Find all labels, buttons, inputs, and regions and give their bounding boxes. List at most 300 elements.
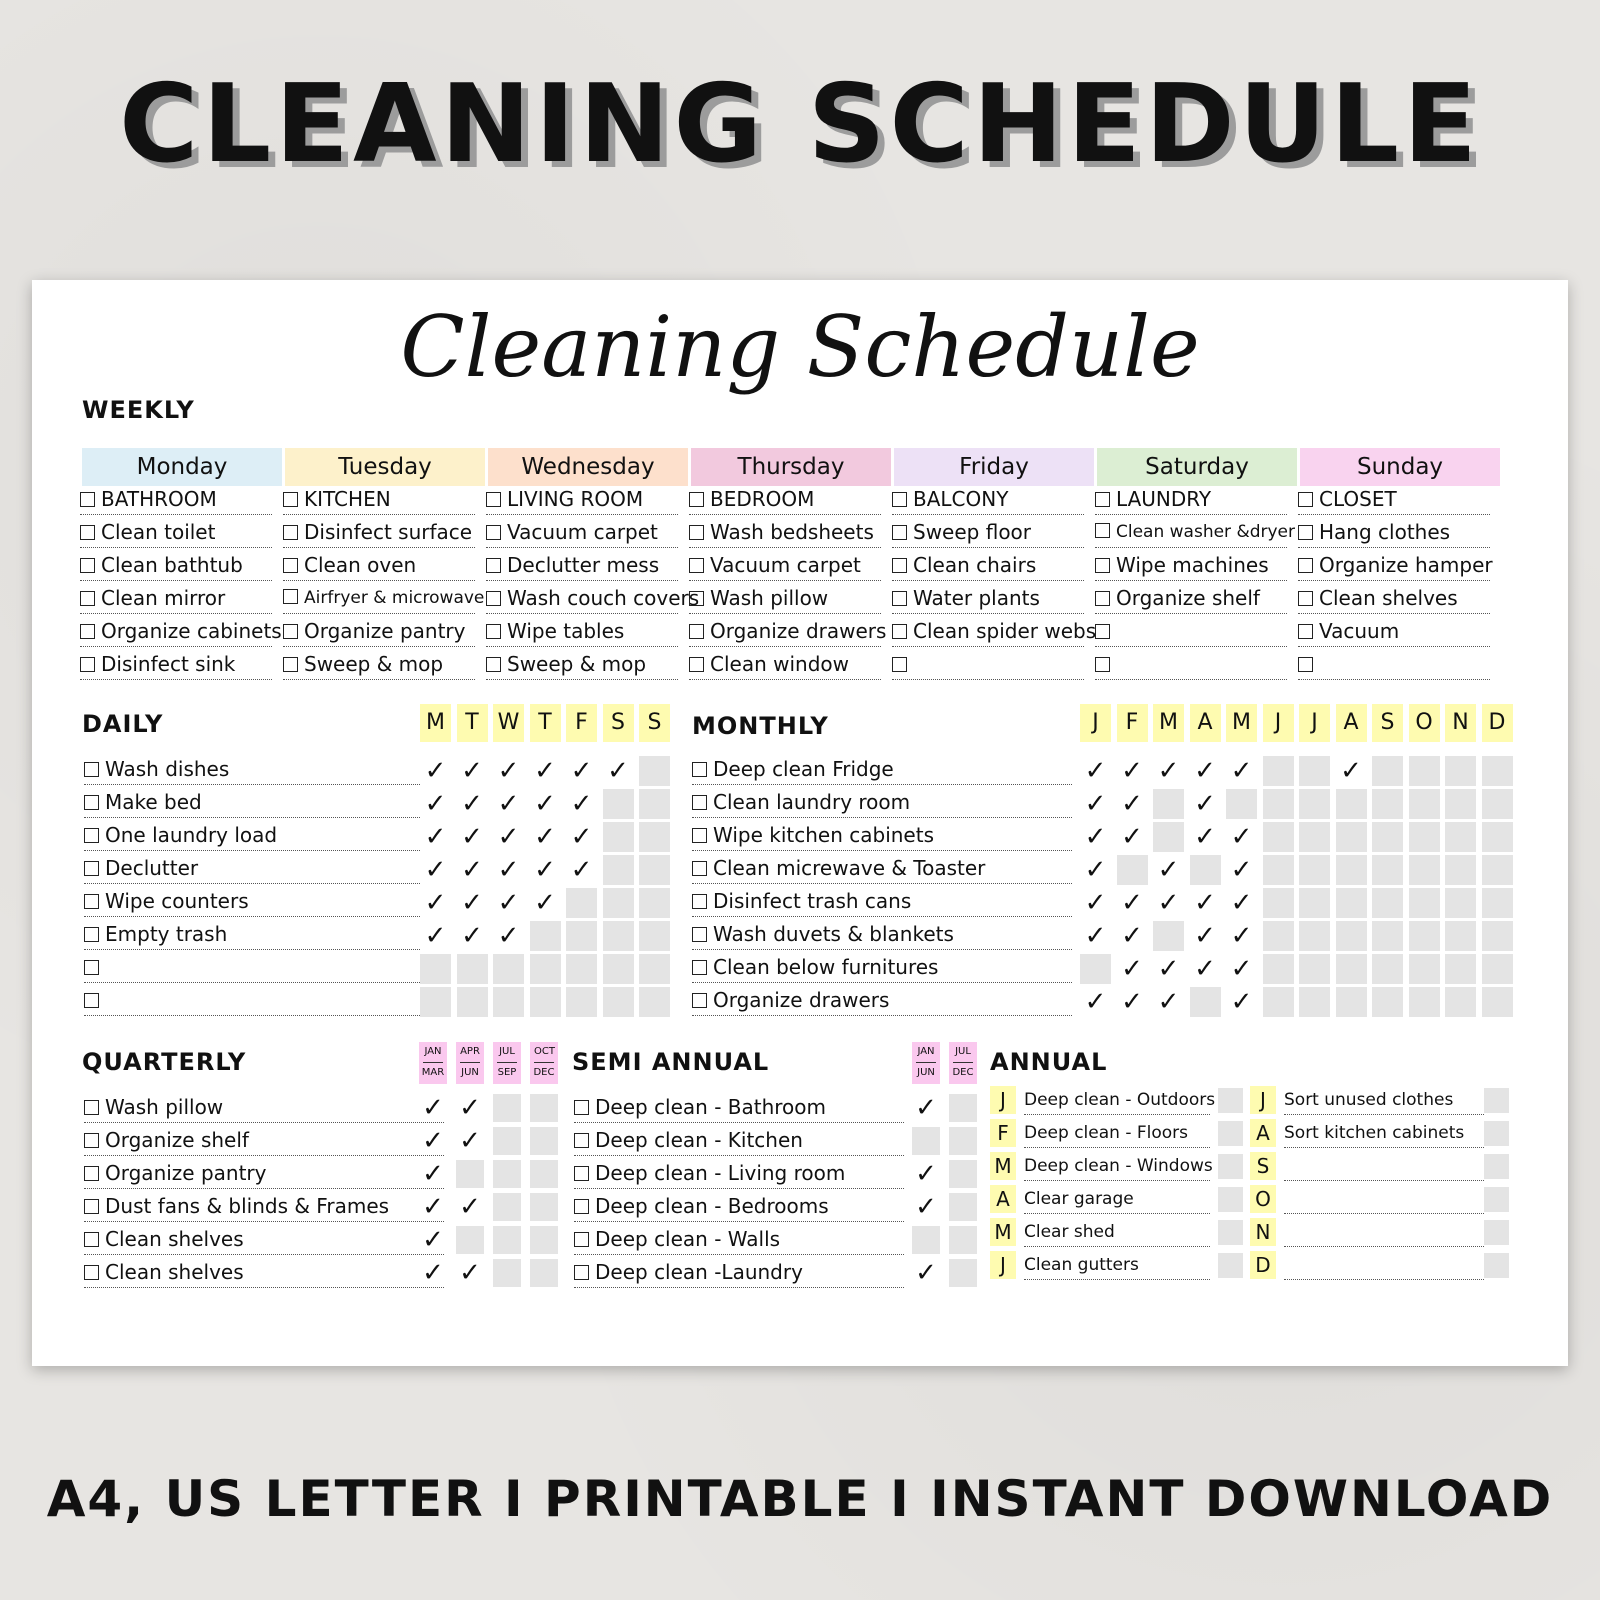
checkbox-icon[interactable] xyxy=(84,828,99,843)
check-icon[interactable]: ✓ xyxy=(1226,756,1257,786)
check-icon[interactable]: ✓ xyxy=(1080,987,1111,1017)
checkbox-icon[interactable] xyxy=(283,657,298,672)
check-icon[interactable]: ✓ xyxy=(1153,756,1184,786)
empty-check-cell[interactable] xyxy=(1482,756,1513,786)
empty-check-cell[interactable] xyxy=(1445,789,1476,819)
check-icon[interactable]: ✓ xyxy=(419,1226,447,1254)
task-row[interactable] xyxy=(574,1257,904,1288)
checkbox-icon[interactable] xyxy=(574,1166,589,1181)
empty-check-cell[interactable] xyxy=(1299,987,1330,1017)
check-icon[interactable]: ✓ xyxy=(493,921,524,951)
check-icon[interactable]: ✓ xyxy=(1226,855,1257,885)
empty-check-cell[interactable] xyxy=(456,1226,484,1254)
empty-check-cell[interactable] xyxy=(1372,921,1403,951)
check-icon[interactable]: ✓ xyxy=(530,822,561,852)
check-icon[interactable]: ✓ xyxy=(1336,756,1367,786)
annual-task[interactable] xyxy=(1024,1185,1210,1214)
check-icon[interactable]: ✓ xyxy=(1226,888,1257,918)
empty-check-cell[interactable] xyxy=(639,855,670,885)
empty-check-cell[interactable] xyxy=(1218,1088,1243,1113)
weekly-task[interactable] xyxy=(892,517,1084,548)
empty-check-cell[interactable] xyxy=(530,1193,558,1221)
checkbox-icon[interactable] xyxy=(892,492,907,507)
empty-check-cell[interactable] xyxy=(1336,822,1367,852)
check-icon[interactable]: ✓ xyxy=(1226,987,1257,1017)
empty-check-cell[interactable] xyxy=(530,1226,558,1254)
checkbox-icon[interactable] xyxy=(283,558,298,573)
empty-check-cell[interactable] xyxy=(530,1127,558,1155)
empty-check-cell[interactable] xyxy=(493,1259,521,1287)
weekly-task[interactable] xyxy=(80,649,272,680)
empty-check-cell[interactable] xyxy=(1482,954,1513,984)
weekly-task[interactable] xyxy=(283,649,475,680)
task-row[interactable] xyxy=(84,754,444,785)
checkbox-icon[interactable] xyxy=(84,1100,99,1115)
empty-check-cell[interactable] xyxy=(639,888,670,918)
task-row[interactable] xyxy=(692,820,1072,851)
empty-check-cell[interactable] xyxy=(1299,921,1330,951)
weekly-task[interactable] xyxy=(1298,484,1490,515)
empty-check-cell[interactable] xyxy=(603,822,634,852)
checkbox-icon[interactable] xyxy=(84,993,99,1008)
empty-check-cell[interactable] xyxy=(1409,888,1440,918)
empty-check-cell[interactable] xyxy=(639,756,670,786)
empty-check-cell[interactable] xyxy=(1218,1187,1243,1212)
annual-task[interactable] xyxy=(1024,1086,1216,1115)
check-icon[interactable]: ✓ xyxy=(1080,855,1111,885)
checkbox-icon[interactable] xyxy=(80,591,95,606)
empty-check-cell[interactable] xyxy=(530,954,561,984)
task-row[interactable] xyxy=(574,1158,904,1189)
check-icon[interactable]: ✓ xyxy=(912,1259,940,1287)
checkbox-icon[interactable] xyxy=(84,960,99,975)
check-icon[interactable]: ✓ xyxy=(1080,789,1111,819)
check-icon[interactable]: ✓ xyxy=(456,1127,484,1155)
empty-check-cell[interactable] xyxy=(603,921,634,951)
empty-check-cell[interactable] xyxy=(1336,888,1367,918)
checkbox-icon[interactable] xyxy=(574,1265,589,1280)
check-icon[interactable]: ✓ xyxy=(1190,789,1221,819)
task-row[interactable] xyxy=(692,985,1072,1016)
check-icon[interactable]: ✓ xyxy=(457,855,488,885)
checkbox-icon[interactable] xyxy=(1298,558,1313,573)
weekly-task[interactable] xyxy=(486,583,700,614)
empty-check-cell[interactable] xyxy=(1372,756,1403,786)
empty-check-cell[interactable] xyxy=(1409,855,1440,885)
task-row[interactable] xyxy=(692,952,1072,983)
task-row[interactable] xyxy=(84,919,444,950)
empty-check-cell[interactable] xyxy=(1372,954,1403,984)
check-icon[interactable]: ✓ xyxy=(493,789,524,819)
empty-check-cell[interactable] xyxy=(530,987,561,1017)
task-row[interactable] xyxy=(574,1125,904,1156)
check-icon[interactable]: ✓ xyxy=(419,1259,447,1287)
checkbox-icon[interactable] xyxy=(84,927,99,942)
weekly-task[interactable] xyxy=(1095,517,1295,548)
checkbox-icon[interactable] xyxy=(892,624,907,639)
weekly-task[interactable] xyxy=(892,550,1084,581)
empty-check-cell[interactable] xyxy=(1153,789,1184,819)
empty-check-cell[interactable] xyxy=(1482,789,1513,819)
weekly-task[interactable] xyxy=(689,649,881,680)
checkbox-icon[interactable] xyxy=(80,657,95,672)
checkbox-icon[interactable] xyxy=(486,591,501,606)
checkbox-icon[interactable] xyxy=(892,558,907,573)
check-icon[interactable]: ✓ xyxy=(912,1160,940,1188)
task-row[interactable] xyxy=(574,1224,904,1255)
checkbox-icon[interactable] xyxy=(689,558,704,573)
empty-check-cell[interactable] xyxy=(603,789,634,819)
empty-check-cell[interactable] xyxy=(566,954,597,984)
empty-check-cell[interactable] xyxy=(530,921,561,951)
empty-check-cell[interactable] xyxy=(949,1259,977,1287)
weekly-task[interactable] xyxy=(80,484,272,515)
empty-check-cell[interactable] xyxy=(1299,954,1330,984)
checkbox-icon[interactable] xyxy=(1095,492,1110,507)
empty-check-cell[interactable] xyxy=(420,987,451,1017)
task-row[interactable] xyxy=(84,886,444,917)
empty-check-cell[interactable] xyxy=(949,1226,977,1254)
annual-task[interactable] xyxy=(1284,1119,1484,1148)
weekly-task[interactable] xyxy=(283,616,475,647)
checkbox-icon[interactable] xyxy=(692,960,707,975)
annual-task[interactable] xyxy=(1284,1251,1484,1280)
empty-check-cell[interactable] xyxy=(530,1160,558,1188)
checkbox-icon[interactable] xyxy=(892,657,907,672)
check-icon[interactable]: ✓ xyxy=(457,822,488,852)
check-icon[interactable]: ✓ xyxy=(566,756,597,786)
weekly-task[interactable] xyxy=(892,583,1084,614)
checkbox-icon[interactable] xyxy=(692,828,707,843)
empty-check-cell[interactable] xyxy=(639,921,670,951)
check-icon[interactable]: ✓ xyxy=(493,756,524,786)
empty-check-cell[interactable] xyxy=(1263,756,1294,786)
weekly-task[interactable] xyxy=(1095,550,1287,581)
empty-check-cell[interactable] xyxy=(493,1193,521,1221)
empty-check-cell[interactable] xyxy=(1218,1220,1243,1245)
empty-check-cell[interactable] xyxy=(1409,756,1440,786)
empty-check-cell[interactable] xyxy=(1080,954,1111,984)
checkbox-icon[interactable] xyxy=(486,657,501,672)
check-icon[interactable]: ✓ xyxy=(1117,987,1148,1017)
weekly-task[interactable] xyxy=(486,649,678,680)
weekly-task[interactable] xyxy=(80,616,282,647)
empty-check-cell[interactable] xyxy=(1117,855,1148,885)
check-icon[interactable]: ✓ xyxy=(603,756,634,786)
check-icon[interactable]: ✓ xyxy=(1080,921,1111,951)
annual-task[interactable] xyxy=(1024,1152,1213,1181)
weekly-task[interactable] xyxy=(486,517,678,548)
empty-check-cell[interactable] xyxy=(639,987,670,1017)
task-row[interactable] xyxy=(692,754,1072,785)
empty-check-cell[interactable] xyxy=(912,1226,940,1254)
empty-check-cell[interactable] xyxy=(1372,789,1403,819)
checkbox-icon[interactable] xyxy=(1095,624,1110,639)
task-row[interactable] xyxy=(692,886,1072,917)
task-row[interactable] xyxy=(84,1092,444,1123)
empty-check-cell[interactable] xyxy=(1218,1253,1243,1278)
task-row[interactable] xyxy=(84,1158,444,1189)
checkbox-icon[interactable] xyxy=(1095,523,1110,538)
check-icon[interactable]: ✓ xyxy=(419,1160,447,1188)
check-icon[interactable]: ✓ xyxy=(1117,954,1148,984)
checkbox-icon[interactable] xyxy=(1298,591,1313,606)
empty-check-cell[interactable] xyxy=(603,888,634,918)
check-icon[interactable]: ✓ xyxy=(420,822,451,852)
checkbox-icon[interactable] xyxy=(80,525,95,540)
check-icon[interactable]: ✓ xyxy=(1226,921,1257,951)
empty-check-cell[interactable] xyxy=(603,987,634,1017)
empty-check-cell[interactable] xyxy=(1409,921,1440,951)
checkbox-icon[interactable] xyxy=(692,993,707,1008)
empty-check-cell[interactable] xyxy=(1299,888,1330,918)
task-row[interactable] xyxy=(84,985,444,1016)
annual-task[interactable] xyxy=(1284,1218,1484,1247)
empty-check-cell[interactable] xyxy=(1409,822,1440,852)
checkbox-icon[interactable] xyxy=(80,558,95,573)
empty-check-cell[interactable] xyxy=(1336,921,1367,951)
check-icon[interactable]: ✓ xyxy=(1190,888,1221,918)
check-icon[interactable]: ✓ xyxy=(419,1193,447,1221)
task-row[interactable] xyxy=(84,820,444,851)
empty-check-cell[interactable] xyxy=(1336,789,1367,819)
checkbox-icon[interactable] xyxy=(689,624,704,639)
check-icon[interactable]: ✓ xyxy=(912,1193,940,1221)
checkbox-icon[interactable] xyxy=(84,795,99,810)
annual-task[interactable] xyxy=(1284,1086,1484,1115)
checkbox-icon[interactable] xyxy=(892,591,907,606)
empty-check-cell[interactable] xyxy=(1190,987,1221,1017)
empty-check-cell[interactable] xyxy=(530,1259,558,1287)
check-icon[interactable]: ✓ xyxy=(420,888,451,918)
check-icon[interactable]: ✓ xyxy=(912,1094,940,1122)
check-icon[interactable]: ✓ xyxy=(1190,954,1221,984)
empty-check-cell[interactable] xyxy=(1263,987,1294,1017)
checkbox-icon[interactable] xyxy=(84,1166,99,1181)
checkbox-icon[interactable] xyxy=(84,1199,99,1214)
empty-check-cell[interactable] xyxy=(1153,921,1184,951)
weekly-task[interactable] xyxy=(283,517,475,548)
weekly-task[interactable] xyxy=(892,649,1084,680)
task-row[interactable] xyxy=(84,952,444,983)
weekly-task[interactable] xyxy=(689,484,881,515)
empty-check-cell[interactable] xyxy=(1299,855,1330,885)
empty-check-cell[interactable] xyxy=(1484,1121,1509,1146)
empty-check-cell[interactable] xyxy=(949,1094,977,1122)
check-icon[interactable]: ✓ xyxy=(419,1094,447,1122)
weekly-task[interactable] xyxy=(689,616,887,647)
empty-check-cell[interactable] xyxy=(566,888,597,918)
annual-task[interactable] xyxy=(1024,1119,1210,1148)
empty-check-cell[interactable] xyxy=(603,855,634,885)
check-icon[interactable]: ✓ xyxy=(493,855,524,885)
checkbox-icon[interactable] xyxy=(692,861,707,876)
check-icon[interactable]: ✓ xyxy=(420,855,451,885)
empty-check-cell[interactable] xyxy=(1482,888,1513,918)
weekly-task[interactable] xyxy=(1095,616,1287,647)
empty-check-cell[interactable] xyxy=(639,789,670,819)
checkbox-icon[interactable] xyxy=(486,525,501,540)
empty-check-cell[interactable] xyxy=(457,987,488,1017)
task-row[interactable] xyxy=(692,919,1072,950)
task-row[interactable] xyxy=(692,853,1072,884)
empty-check-cell[interactable] xyxy=(1336,855,1367,885)
empty-check-cell[interactable] xyxy=(1299,756,1330,786)
task-row[interactable] xyxy=(574,1191,904,1222)
checkbox-icon[interactable] xyxy=(80,624,95,639)
empty-check-cell[interactable] xyxy=(1372,822,1403,852)
empty-check-cell[interactable] xyxy=(1409,954,1440,984)
weekly-task[interactable] xyxy=(1298,649,1490,680)
weekly-task[interactable] xyxy=(486,550,678,581)
weekly-task[interactable] xyxy=(1298,517,1490,548)
checkbox-icon[interactable] xyxy=(84,1232,99,1247)
checkbox-icon[interactable] xyxy=(84,1265,99,1280)
check-icon[interactable]: ✓ xyxy=(1117,822,1148,852)
empty-check-cell[interactable] xyxy=(1482,855,1513,885)
checkbox-icon[interactable] xyxy=(689,525,704,540)
empty-check-cell[interactable] xyxy=(457,954,488,984)
check-icon[interactable]: ✓ xyxy=(1153,888,1184,918)
empty-check-cell[interactable] xyxy=(566,921,597,951)
checkbox-icon[interactable] xyxy=(692,927,707,942)
weekly-task[interactable] xyxy=(1298,550,1493,581)
annual-task[interactable] xyxy=(1024,1251,1210,1280)
empty-check-cell[interactable] xyxy=(1409,789,1440,819)
empty-check-cell[interactable] xyxy=(493,1226,521,1254)
empty-check-cell[interactable] xyxy=(1190,855,1221,885)
empty-check-cell[interactable] xyxy=(1482,987,1513,1017)
check-icon[interactable]: ✓ xyxy=(1080,822,1111,852)
empty-check-cell[interactable] xyxy=(1482,822,1513,852)
task-row[interactable] xyxy=(692,787,1072,818)
empty-check-cell[interactable] xyxy=(493,1094,521,1122)
empty-check-cell[interactable] xyxy=(1484,1154,1509,1179)
check-icon[interactable]: ✓ xyxy=(1153,954,1184,984)
empty-check-cell[interactable] xyxy=(1484,1088,1509,1113)
weekly-task[interactable] xyxy=(283,550,475,581)
check-icon[interactable]: ✓ xyxy=(566,855,597,885)
empty-check-cell[interactable] xyxy=(1484,1187,1509,1212)
checkbox-icon[interactable] xyxy=(283,525,298,540)
empty-check-cell[interactable] xyxy=(639,954,670,984)
empty-check-cell[interactable] xyxy=(1445,987,1476,1017)
checkbox-icon[interactable] xyxy=(283,624,298,639)
checkbox-icon[interactable] xyxy=(84,894,99,909)
weekly-task[interactable] xyxy=(689,583,881,614)
checkbox-icon[interactable] xyxy=(486,558,501,573)
empty-check-cell[interactable] xyxy=(1218,1154,1243,1179)
checkbox-icon[interactable] xyxy=(689,657,704,672)
checkbox-icon[interactable] xyxy=(574,1100,589,1115)
check-icon[interactable]: ✓ xyxy=(566,789,597,819)
empty-check-cell[interactable] xyxy=(949,1193,977,1221)
empty-check-cell[interactable] xyxy=(1409,987,1440,1017)
check-icon[interactable]: ✓ xyxy=(420,756,451,786)
task-row[interactable] xyxy=(84,1125,444,1156)
check-icon[interactable]: ✓ xyxy=(530,756,561,786)
weekly-task[interactable] xyxy=(1298,583,1490,614)
check-icon[interactable]: ✓ xyxy=(1190,921,1221,951)
empty-check-cell[interactable] xyxy=(912,1127,940,1155)
empty-check-cell[interactable] xyxy=(1484,1220,1509,1245)
task-row[interactable] xyxy=(84,1257,444,1288)
empty-check-cell[interactable] xyxy=(1336,954,1367,984)
check-icon[interactable]: ✓ xyxy=(530,888,561,918)
check-icon[interactable]: ✓ xyxy=(1117,756,1148,786)
checkbox-icon[interactable] xyxy=(80,492,95,507)
checkbox-icon[interactable] xyxy=(283,492,298,507)
empty-check-cell[interactable] xyxy=(1336,987,1367,1017)
task-row[interactable] xyxy=(574,1092,904,1123)
empty-check-cell[interactable] xyxy=(1372,855,1403,885)
empty-check-cell[interactable] xyxy=(1484,1253,1509,1278)
weekly-task[interactable] xyxy=(80,517,272,548)
checkbox-icon[interactable] xyxy=(84,1133,99,1148)
checkbox-icon[interactable] xyxy=(574,1199,589,1214)
check-icon[interactable]: ✓ xyxy=(457,789,488,819)
task-row[interactable] xyxy=(84,1191,444,1222)
empty-check-cell[interactable] xyxy=(1263,921,1294,951)
checkbox-icon[interactable] xyxy=(283,589,298,604)
checkbox-icon[interactable] xyxy=(84,762,99,777)
empty-check-cell[interactable] xyxy=(1445,822,1476,852)
checkbox-icon[interactable] xyxy=(1095,657,1110,672)
empty-check-cell[interactable] xyxy=(1263,789,1294,819)
check-icon[interactable]: ✓ xyxy=(1190,756,1221,786)
check-icon[interactable]: ✓ xyxy=(493,822,524,852)
empty-check-cell[interactable] xyxy=(1299,789,1330,819)
checkbox-icon[interactable] xyxy=(1298,657,1313,672)
weekly-task[interactable] xyxy=(1298,616,1490,647)
checkbox-icon[interactable] xyxy=(1298,624,1313,639)
weekly-task[interactable] xyxy=(892,616,1097,647)
empty-check-cell[interactable] xyxy=(949,1127,977,1155)
empty-check-cell[interactable] xyxy=(1299,822,1330,852)
empty-check-cell[interactable] xyxy=(1263,888,1294,918)
checkbox-icon[interactable] xyxy=(84,861,99,876)
empty-check-cell[interactable] xyxy=(949,1160,977,1188)
empty-check-cell[interactable] xyxy=(420,954,451,984)
empty-check-cell[interactable] xyxy=(1263,954,1294,984)
check-icon[interactable]: ✓ xyxy=(457,888,488,918)
checkbox-icon[interactable] xyxy=(1298,525,1313,540)
empty-check-cell[interactable] xyxy=(1445,855,1476,885)
checkbox-icon[interactable] xyxy=(692,795,707,810)
annual-task[interactable] xyxy=(1024,1218,1210,1247)
task-row[interactable] xyxy=(84,787,444,818)
check-icon[interactable]: ✓ xyxy=(530,789,561,819)
task-row[interactable] xyxy=(84,1224,444,1255)
check-icon[interactable]: ✓ xyxy=(1153,987,1184,1017)
weekly-task[interactable] xyxy=(80,550,272,581)
checkbox-icon[interactable] xyxy=(574,1232,589,1247)
weekly-task[interactable] xyxy=(689,517,881,548)
check-icon[interactable]: ✓ xyxy=(1117,888,1148,918)
empty-check-cell[interactable] xyxy=(1482,921,1513,951)
empty-check-cell[interactable] xyxy=(1445,954,1476,984)
weekly-task[interactable] xyxy=(689,550,881,581)
check-icon[interactable]: ✓ xyxy=(419,1127,447,1155)
task-row[interactable] xyxy=(84,853,444,884)
check-icon[interactable]: ✓ xyxy=(530,855,561,885)
check-icon[interactable]: ✓ xyxy=(456,1094,484,1122)
empty-check-cell[interactable] xyxy=(603,954,634,984)
empty-check-cell[interactable] xyxy=(493,987,524,1017)
weekly-task[interactable] xyxy=(283,484,475,515)
weekly-task[interactable] xyxy=(486,484,678,515)
check-icon[interactable]: ✓ xyxy=(1080,756,1111,786)
